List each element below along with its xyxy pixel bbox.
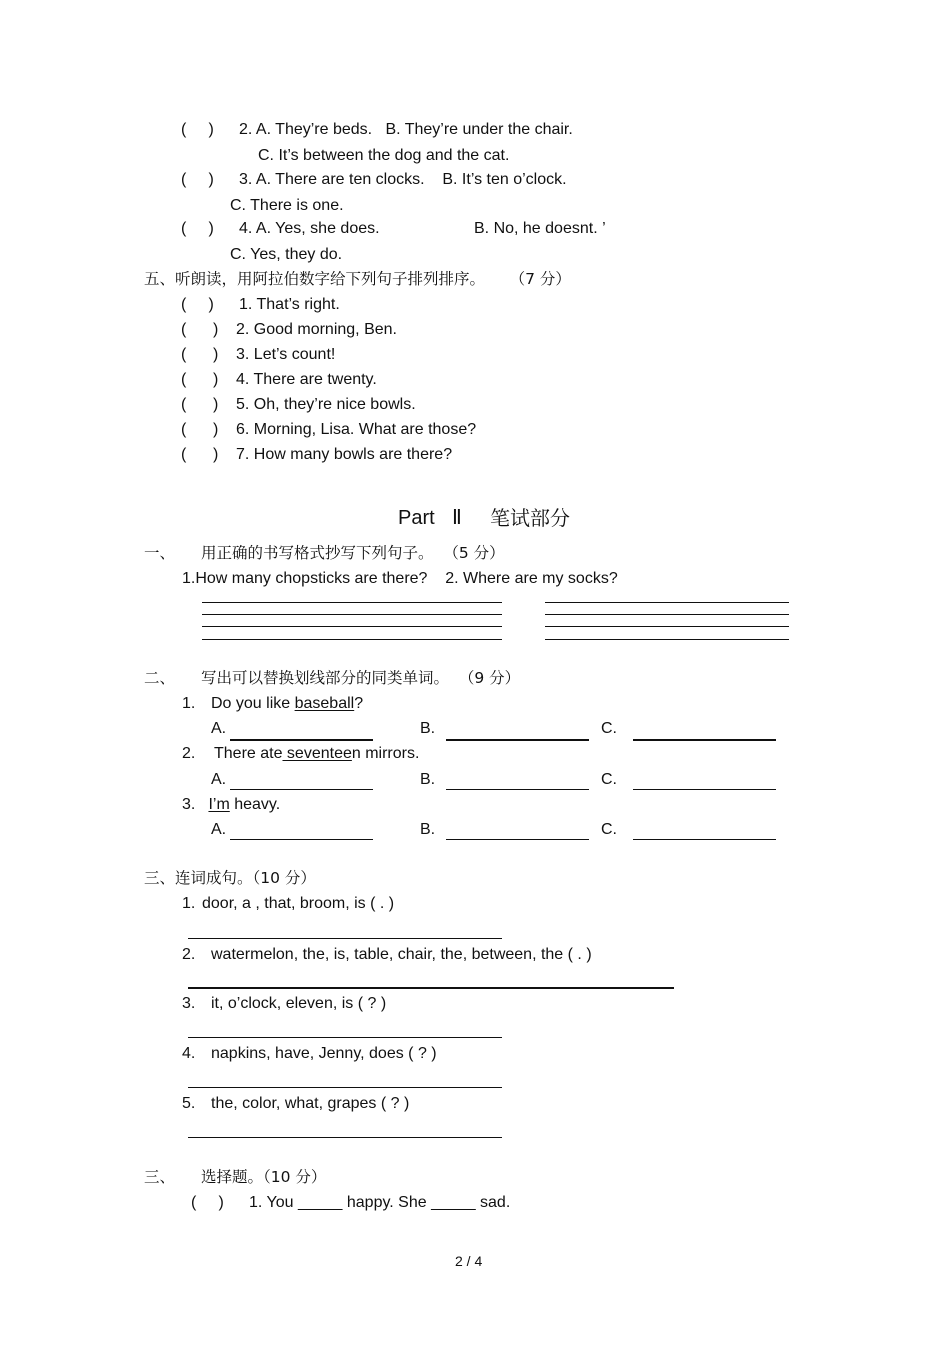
w2-q3-num: 3.: [182, 796, 196, 813]
w2-q3-b-blank[interactable]: [446, 839, 589, 840]
w3-heading: 三、连词成句。（10 分）: [144, 869, 316, 887]
w2-q3-text: I’m heavy.: [208, 796, 281, 813]
w2-q2-b-label: B.: [420, 771, 436, 788]
s5-item-4: 4. There are twenty.: [236, 371, 377, 388]
w3-item-4-text: napkins, have, Jenny, does ( ? ): [211, 1045, 437, 1062]
w2-q1-b-blank[interactable]: [446, 739, 589, 741]
q2-option-c: C. It’s between the dog and the cat.: [258, 147, 510, 164]
w2-q2-c-label: C.: [601, 771, 617, 788]
w3-item-3-num: 3.: [182, 995, 196, 1012]
q4-option-b: B. No, he doesnt. ’: [474, 220, 606, 237]
w3-item-5-text: the, color, what, grapes ( ? ): [211, 1095, 410, 1112]
w2-num: 二、: [144, 669, 176, 687]
w2-q2-text: There ate seventeen mirrors.: [214, 745, 420, 762]
w3-item-3-text: it, o’clock, eleven, is ( ? ): [211, 995, 387, 1012]
w3-item-5-num: 5.: [182, 1095, 196, 1112]
w3-item-4-num: 4.: [182, 1045, 196, 1062]
w2-q1-c-blank[interactable]: [633, 739, 776, 741]
w4-num: 三、: [144, 1168, 176, 1186]
s5-item-5: 5. Oh, they’re nice bowls.: [236, 396, 416, 413]
q2-paren[interactable]: ( ): [181, 121, 214, 138]
w2-q1-b-label: B.: [420, 720, 436, 737]
w4-q1-paren[interactable]: ( ): [191, 1194, 224, 1211]
s5-item-1: 1. That’s right.: [239, 296, 340, 313]
q2-options-ab: 2. A. They’re beds. B. They’re under the chair.: [239, 121, 573, 138]
w4-q1-text: 1. You _____ happy. She _____ sad.: [249, 1194, 511, 1211]
w2-q3-c-blank[interactable]: [633, 839, 776, 840]
w2-q2-c-blank[interactable]: [633, 789, 776, 790]
section5-heading: 五、听朗读，用阿拉伯数字给下列句子排列排序。 （7 分）: [144, 270, 571, 288]
part2-title-cn: 笔试部分: [490, 506, 570, 530]
w2-q3-a-label: A.: [211, 821, 227, 838]
w3-item-1-num: 1.: [182, 895, 196, 912]
w2-q1-num: 1.: [182, 695, 196, 712]
w3-item-1-answer-line[interactable]: [188, 938, 502, 939]
s5-paren-1[interactable]: ( ): [181, 296, 214, 313]
q4-option-a: 4. A. Yes, she does.: [239, 220, 380, 237]
q3-options-ab: 3. A. There are ten clocks. B. It’s ten o’clock.: [239, 171, 567, 188]
s5-paren-6[interactable]: ( ): [181, 421, 219, 438]
w3-item-2-num: 2.: [182, 946, 196, 963]
w2-q1-a-blank[interactable]: [230, 739, 373, 741]
w3-item-3-answer-line[interactable]: [188, 1037, 502, 1038]
s5-item-2: 2. Good morning, Ben.: [236, 321, 397, 338]
s5-paren-3[interactable]: ( ): [181, 346, 219, 363]
w2-q2-num: 2.: [182, 745, 196, 762]
q4-option-c: C. Yes, they do.: [230, 246, 343, 263]
w2-q3-b-label: B.: [420, 821, 436, 838]
w2-heading: 写出可以替换划线部分的同类单词。 （9 分）: [201, 669, 521, 687]
part2-title-part: Part: [398, 507, 435, 529]
q3-paren[interactable]: ( ): [181, 171, 214, 188]
w3-item-2-text: watermelon, the, is, table, chair, the, between, the ( . ): [211, 946, 592, 963]
w2-q1-a-label: A.: [211, 720, 227, 737]
s5-item-7: 7. How many bowls are there?: [236, 446, 453, 463]
w3-item-2-answer-line[interactable]: [188, 987, 674, 989]
w1-num: 一、: [144, 544, 176, 562]
s5-paren-5[interactable]: ( ): [181, 396, 219, 413]
w3-item-1-text: door, a , that, broom, is ( . ): [202, 895, 395, 912]
w4-heading: 选择题。（10 分）: [201, 1168, 327, 1186]
s5-paren-4[interactable]: ( ): [181, 371, 219, 388]
q4-paren[interactable]: ( ): [181, 220, 214, 237]
w2-q2-a-label: A.: [211, 771, 227, 788]
w2-q3-c-label: C.: [601, 821, 617, 838]
part2-title-numeral: Ⅱ: [452, 507, 462, 529]
q3-option-c: C. There is one.: [230, 197, 344, 214]
w2-q2-b-blank[interactable]: [446, 789, 589, 790]
w3-item-4-answer-line[interactable]: [188, 1087, 502, 1088]
w1-sentences: 1.How many chopsticks are there? 2. Where are my socks?: [182, 570, 618, 587]
s5-paren-2[interactable]: ( ): [181, 321, 219, 338]
w2-q2-a-blank[interactable]: [230, 789, 373, 790]
w2-q1-text: Do you like baseball?: [211, 695, 364, 712]
w2-q1-c-label: C.: [601, 720, 617, 737]
w1-heading: 用正确的书写格式抄写下列句子。 （5 分）: [201, 544, 505, 562]
page-number: 2 / 4: [455, 1253, 483, 1269]
w2-q3-a-blank[interactable]: [230, 839, 373, 840]
s5-paren-7[interactable]: ( ): [181, 446, 219, 463]
s5-item-3: 3. Let’s count!: [236, 346, 336, 363]
s5-item-6: 6. Morning, Lisa. What are those?: [236, 421, 477, 438]
w3-item-5-answer-line[interactable]: [188, 1137, 502, 1138]
